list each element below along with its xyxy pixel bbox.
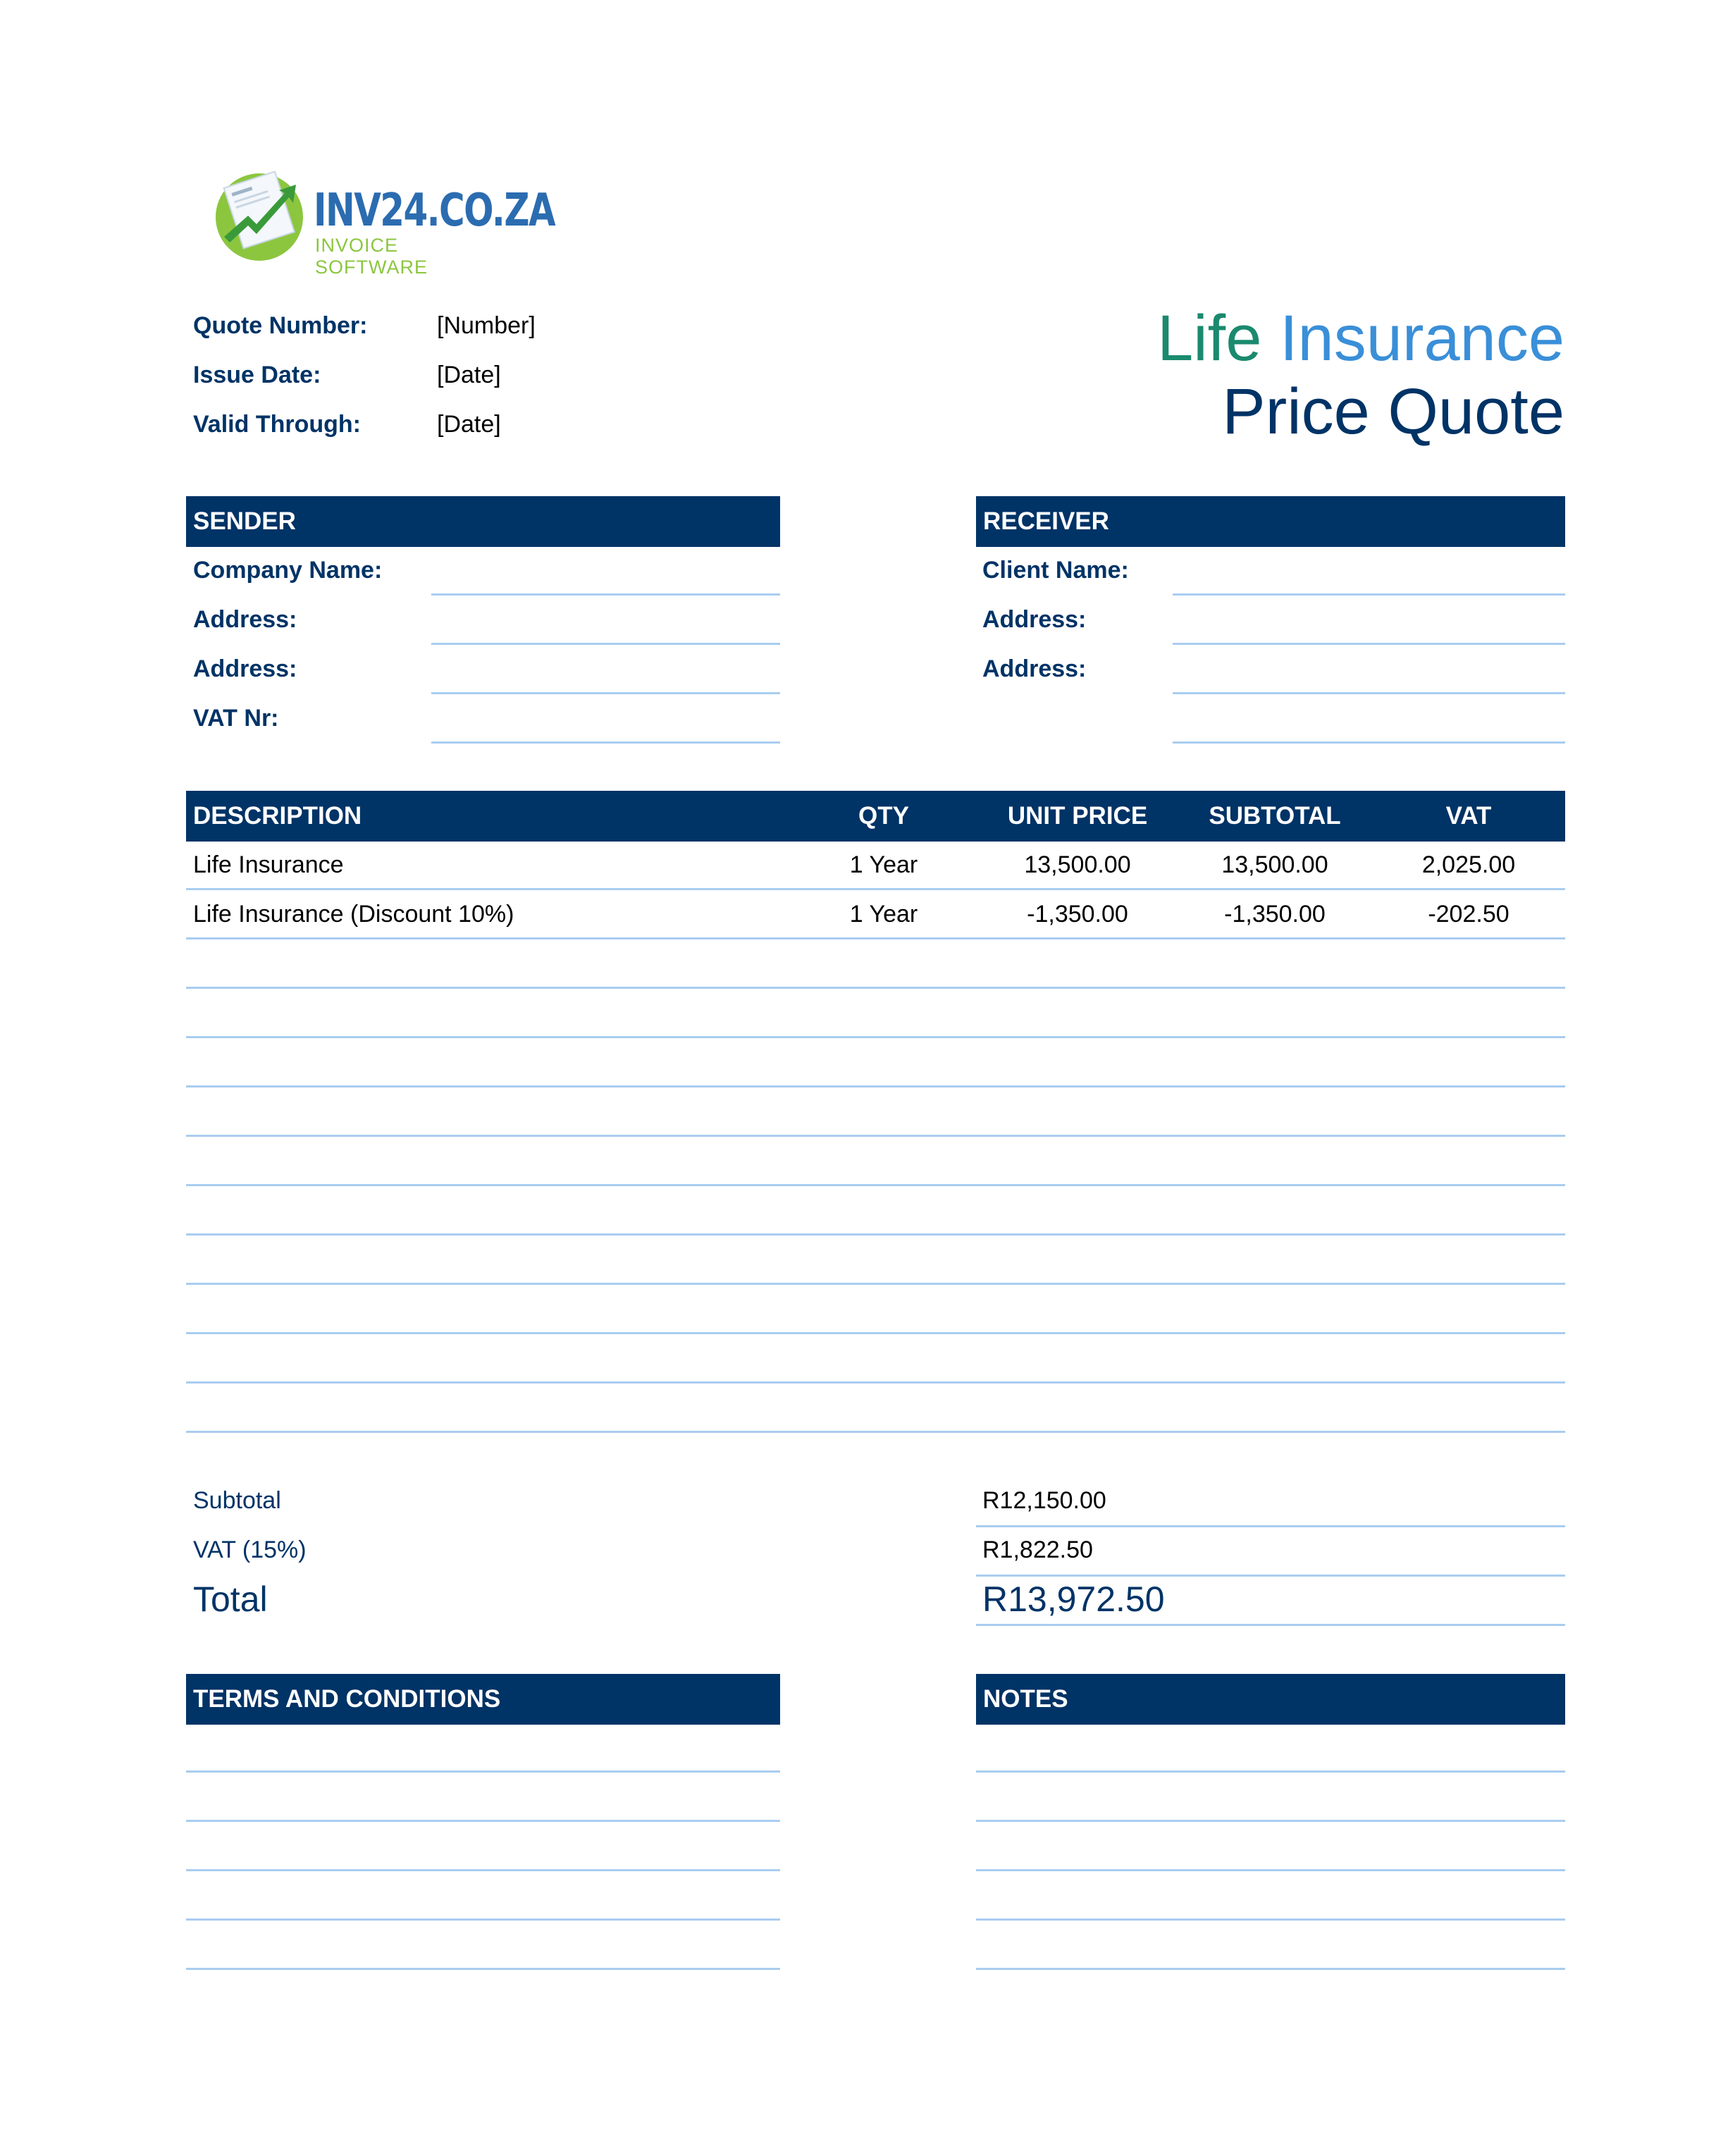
row-vat: -202.50 — [1428, 901, 1509, 928]
sender-address2-field[interactable] — [431, 692, 780, 694]
document-title-line2: Price Quote — [1222, 376, 1564, 448]
terms-header: TERMS AND CONDITIONS — [186, 1674, 780, 1725]
subtotal-label: Subtotal — [193, 1487, 281, 1514]
empty-table-row[interactable] — [186, 1381, 1565, 1384]
title-word-insurance: Insurance — [1279, 302, 1564, 374]
empty-table-row[interactable] — [186, 1332, 1565, 1334]
vat-total-label: VAT (15%) — [193, 1536, 307, 1563]
vat-nr-label: VAT Nr: — [193, 705, 279, 732]
notes-line[interactable] — [976, 1820, 1565, 1822]
row-qty: 1 Year — [849, 901, 918, 928]
terms-line[interactable] — [186, 1869, 780, 1871]
sender-address1-field[interactable] — [431, 643, 780, 645]
quote-number-value[interactable]: [Number] — [437, 312, 536, 339]
issue-date-label: Issue Date: — [193, 362, 321, 388]
subtotal-value: R12,150.00 — [982, 1487, 1106, 1514]
row-unit-price: -1,350.00 — [1027, 901, 1128, 928]
company-name-field[interactable] — [431, 593, 780, 596]
table-row-divider — [186, 937, 1565, 940]
terms-line[interactable] — [186, 1968, 780, 1970]
empty-table-row[interactable] — [186, 1135, 1565, 1137]
col-description-header: DESCRIPTION — [193, 802, 362, 830]
sender-address1-label: Address: — [193, 606, 297, 633]
row-subtotal: 13,500.00 — [1221, 851, 1328, 878]
logo-tagline: INVOICE SOFTWARE — [315, 235, 428, 278]
col-subtotal-header: SUBTOTAL — [1209, 802, 1341, 830]
issue-date-value[interactable]: [Date] — [437, 362, 501, 388]
table-row[interactable] — [186, 891, 1565, 940]
empty-table-row[interactable] — [186, 987, 1565, 989]
notes-line[interactable] — [976, 1869, 1565, 1871]
total-value: R13,972.50 — [982, 1579, 1165, 1619]
empty-table-row[interactable] — [186, 1283, 1565, 1285]
receiver-address1-label: Address: — [982, 606, 1087, 633]
empty-table-row[interactable] — [186, 1036, 1565, 1038]
empty-table-row[interactable] — [186, 1184, 1565, 1186]
col-unit-price-header: UNIT PRICE — [1007, 802, 1148, 830]
company-logo — [211, 164, 555, 278]
vat-nr-field[interactable] — [431, 741, 780, 744]
terms-line[interactable] — [186, 1918, 780, 1921]
items-table-header — [186, 791, 1565, 842]
table-row-divider — [186, 888, 1565, 890]
row-unit-price: 13,500.00 — [1024, 851, 1131, 878]
receiver-header: RECEIVER — [976, 496, 1565, 547]
col-vat-header: VAT — [1445, 802, 1492, 830]
receiver-extra-field[interactable] — [1173, 741, 1565, 744]
receiver-address1-field[interactable] — [1173, 643, 1565, 645]
row-description: Life Insurance — [193, 851, 344, 878]
notes-line[interactable] — [976, 1918, 1565, 1921]
logo-brand-text: INV24.CO.ZA — [314, 185, 555, 237]
sender-address2-label: Address: — [193, 655, 297, 682]
terms-line[interactable] — [186, 1820, 780, 1822]
total-label: Total — [193, 1579, 268, 1619]
document-title-line1 — [1157, 302, 1564, 376]
valid-through-label: Valid Through: — [193, 411, 361, 438]
subtotal-rule — [976, 1525, 1565, 1527]
row-subtotal: -1,350.00 — [1224, 901, 1326, 928]
notes-header: NOTES — [976, 1674, 1565, 1725]
terms-line[interactable] — [186, 1770, 780, 1773]
company-name-label: Company Name: — [193, 557, 383, 584]
valid-through-value[interactable]: [Date] — [437, 411, 501, 438]
empty-table-row[interactable] — [186, 1085, 1565, 1088]
vat-total-value: R1,822.50 — [982, 1536, 1093, 1563]
col-qty-header: QTY — [858, 802, 909, 830]
receiver-address2-label: Address: — [982, 655, 1087, 682]
notes-line[interactable] — [976, 1968, 1565, 1970]
row-qty: 1 Year — [849, 851, 918, 878]
quote-number-label: Quote Number: — [193, 312, 368, 339]
row-description: Life Insurance (Discount 10%) — [193, 901, 514, 928]
logo-icon — [211, 164, 310, 262]
sender-header: SENDER — [186, 496, 780, 547]
title-word-life: Life — [1157, 302, 1262, 374]
receiver-address2-field[interactable] — [1173, 692, 1565, 694]
vat-rule — [976, 1575, 1565, 1577]
total-rule — [976, 1624, 1565, 1626]
empty-table-row[interactable] — [186, 1431, 1565, 1433]
client-name-field[interactable] — [1173, 593, 1565, 596]
client-name-label: Client Name: — [982, 557, 1129, 584]
empty-table-row[interactable] — [186, 1233, 1565, 1236]
table-row[interactable] — [186, 842, 1565, 891]
row-vat: 2,025.00 — [1421, 851, 1516, 878]
notes-line[interactable] — [976, 1770, 1565, 1773]
